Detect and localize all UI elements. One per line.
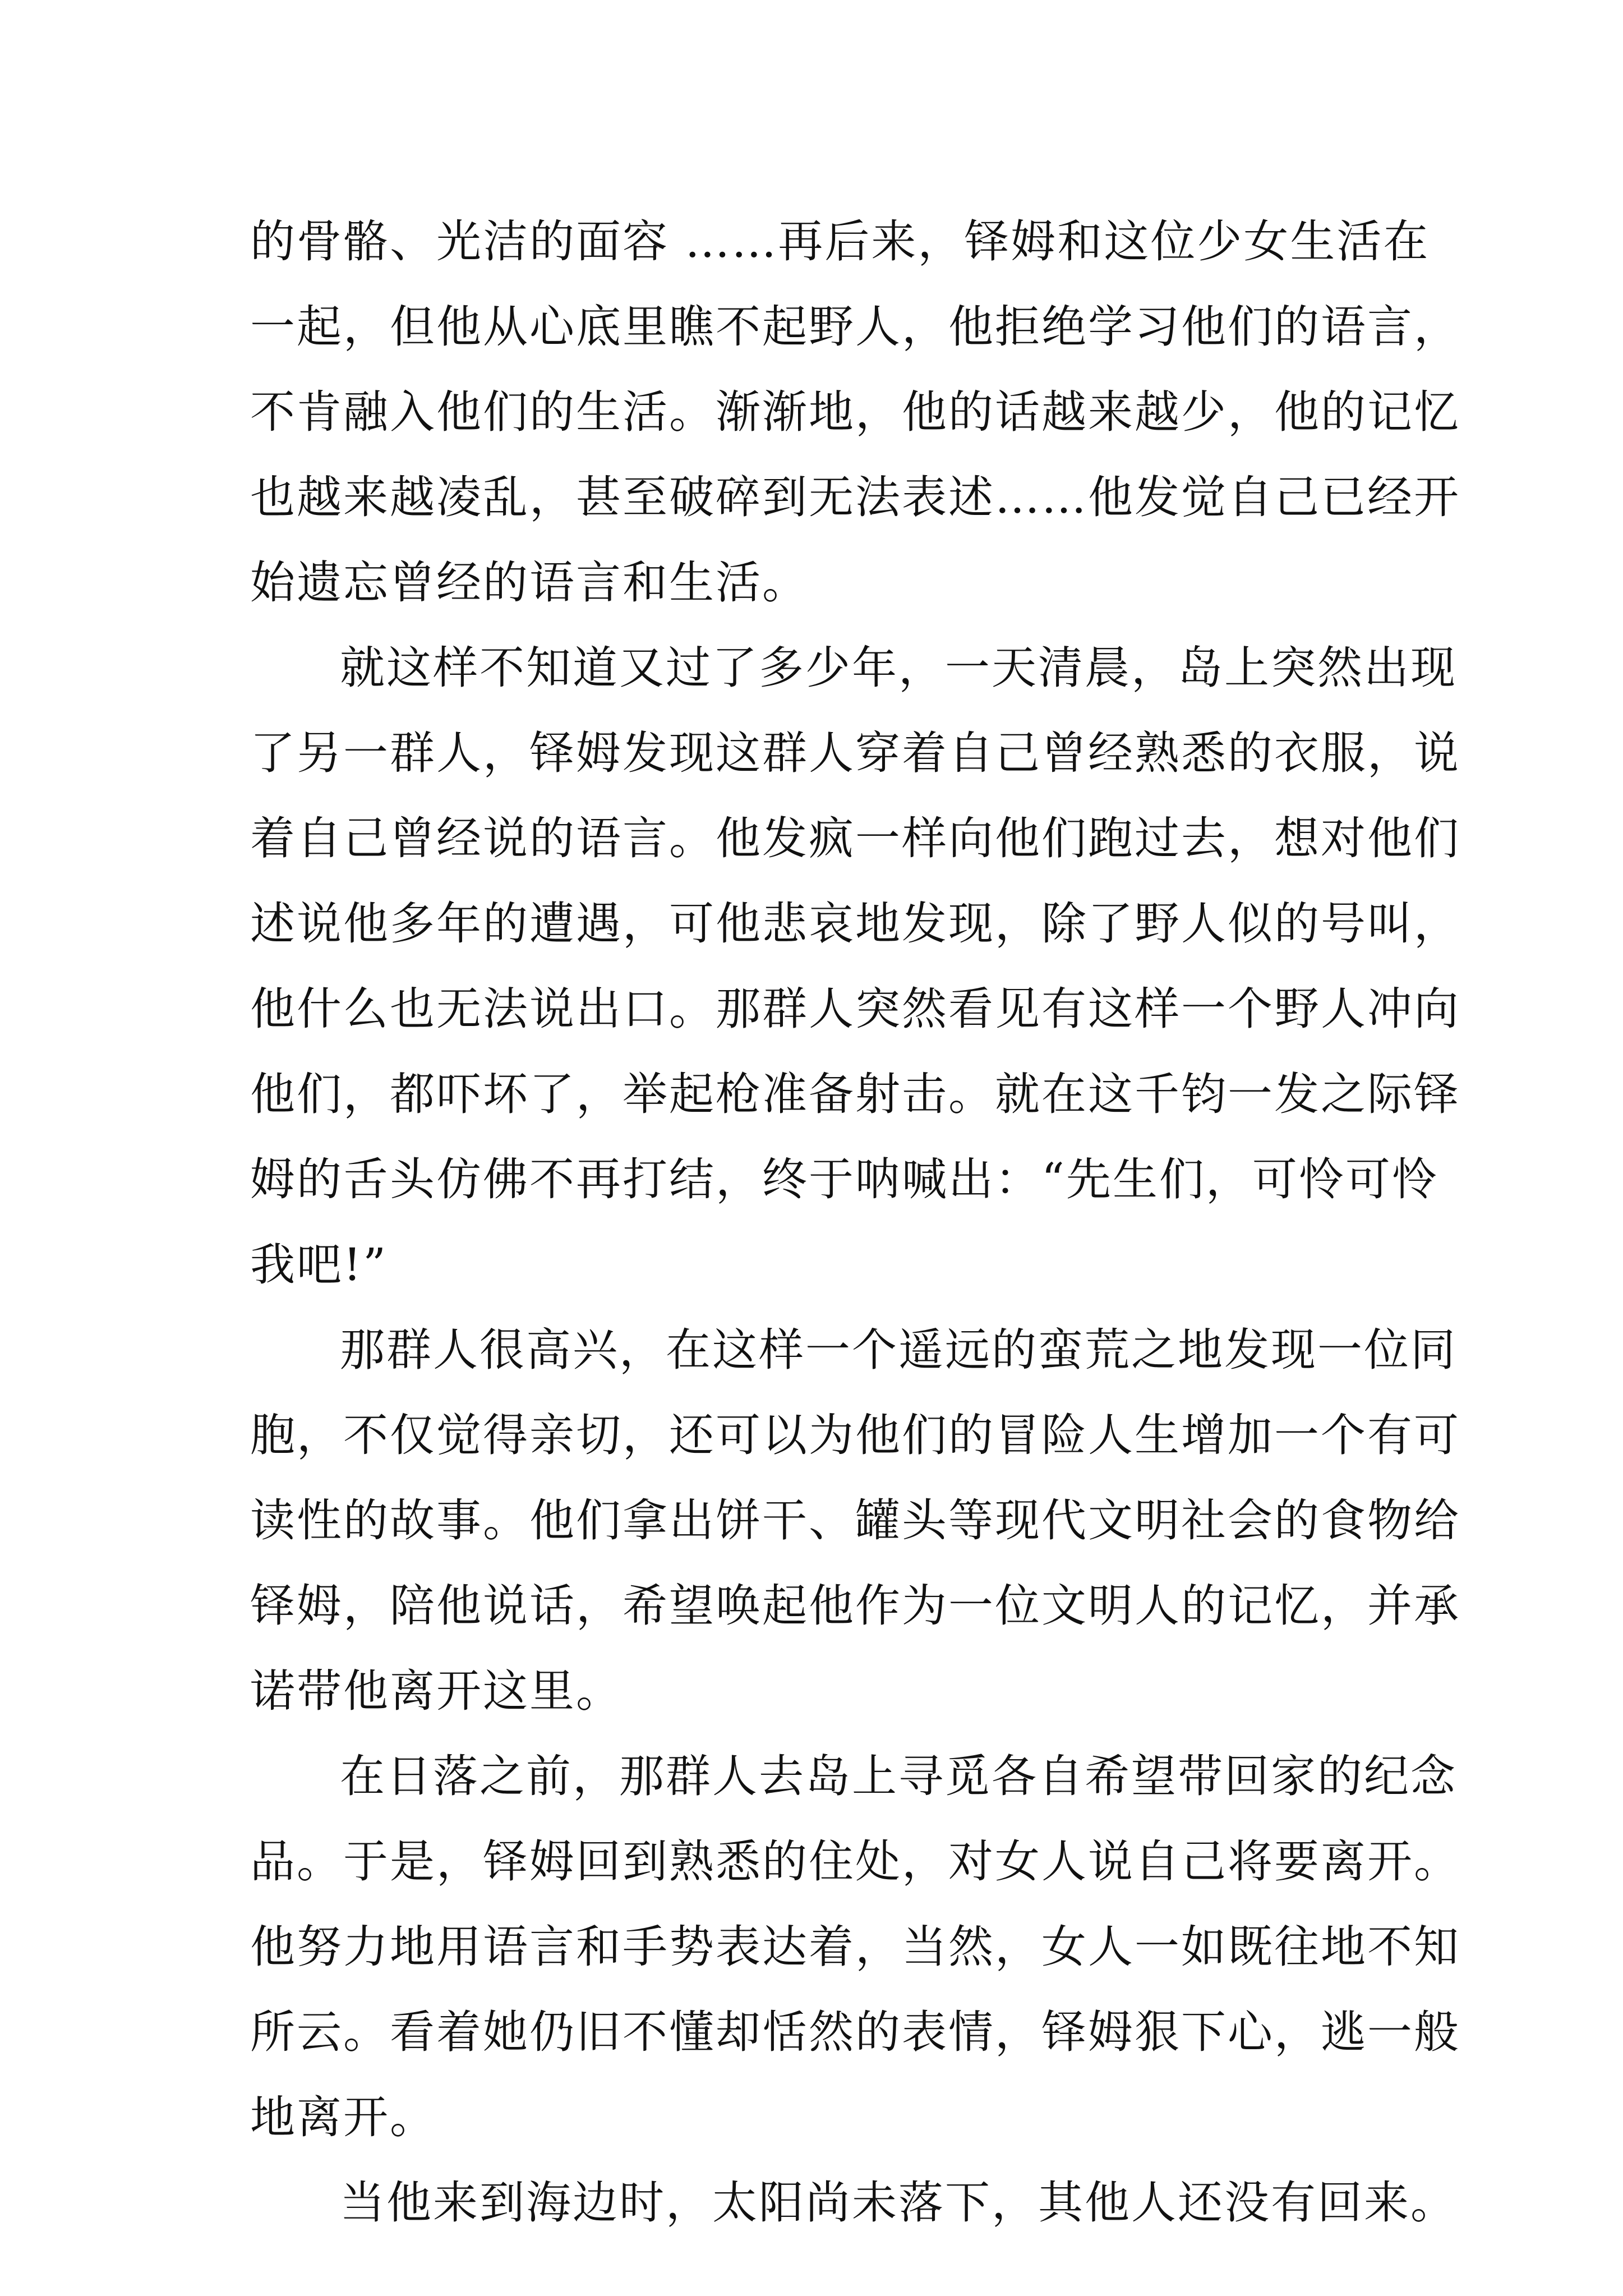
text-line: 了另一群人，铎姆发现这群人穿着自己曾经熟悉的衣服，说 bbox=[250, 727, 1460, 779]
text-line: 品。于是，铎姆回到熟悉的住处，对女人说自己将要离开。 bbox=[250, 1835, 1460, 1888]
paragraph-first-line: 在日落之前，那群人去岛上寻觅各自希望带回家的纪念 bbox=[340, 1750, 1457, 1802]
text-line: 述说他多年的遭遇，可他悲哀地发现，除了野人似的号叫， bbox=[250, 898, 1460, 950]
text-line: 诺带他离开这里。 bbox=[250, 1665, 623, 1717]
text-line: 不肯融入他们的生活。渐渐地，他的话越来越少，他的记忆 bbox=[250, 386, 1460, 438]
text-line: 他什么也无法说出口。那群人突然看见有这样一个野人冲向 bbox=[250, 983, 1460, 1035]
paragraph-first-line: 就这样不知道又过了多少年，一天清晨，岛上突然出现 bbox=[340, 642, 1457, 694]
text-line: 着自己曾经说的语言。他发疯一样向他们跑过去，想对他们 bbox=[250, 812, 1460, 864]
text-line: 胞，不仅觉得亲切，还可以为他们的冒险人生增加一个有可 bbox=[250, 1409, 1460, 1461]
text-line: 也越来越凌乱，甚至破碎到无法表述……他发觉自己已经开 bbox=[250, 471, 1460, 523]
paragraph-first-line: 当他来到海边时，太阳尚未落下，其他人还没有回来。 bbox=[340, 2177, 1457, 2229]
text-line: 所云。看着她仍旧不懂却恬然的表情，铎姆狠下心，逃一般 bbox=[250, 2006, 1460, 2058]
text-line: 他们，都吓坏了，举起枪准备射击。就在这千钧一发之际铎 bbox=[250, 1068, 1460, 1120]
text-line: 铎姆，陪他说话，希望唤起他作为一位文明人的记忆，并承 bbox=[250, 1580, 1460, 1632]
body-text bbox=[250, 199, 1460, 2246]
text-line: 姆的舌头仿佛不再打结，终于呐喊出：“先生们，可怜可怜 bbox=[250, 1153, 1438, 1205]
text-line: 读性的故事。他们拿出饼干、罐头等现代文明社会的食物给 bbox=[250, 1494, 1460, 1547]
text-line: 地离开。 bbox=[250, 2091, 436, 2143]
text-line: 的骨骼、光洁的面容 ……再后来，铎姆和这位少女生活在 bbox=[250, 215, 1430, 268]
text-line: 他努力地用语言和手势表达着，当然，女人一如既往地不知 bbox=[250, 1921, 1460, 1973]
paragraph-first-line: 那群人很高兴，在这样一个遥远的蛮荒之地发现一位同 bbox=[340, 1324, 1457, 1376]
text-line: 一起，但他从心底里瞧不起野人，他拒绝学习他们的语言， bbox=[250, 301, 1460, 353]
text-line: 我吧!” bbox=[250, 1239, 388, 1291]
text-line: 始遗忘曾经的语言和生活。 bbox=[250, 556, 809, 609]
